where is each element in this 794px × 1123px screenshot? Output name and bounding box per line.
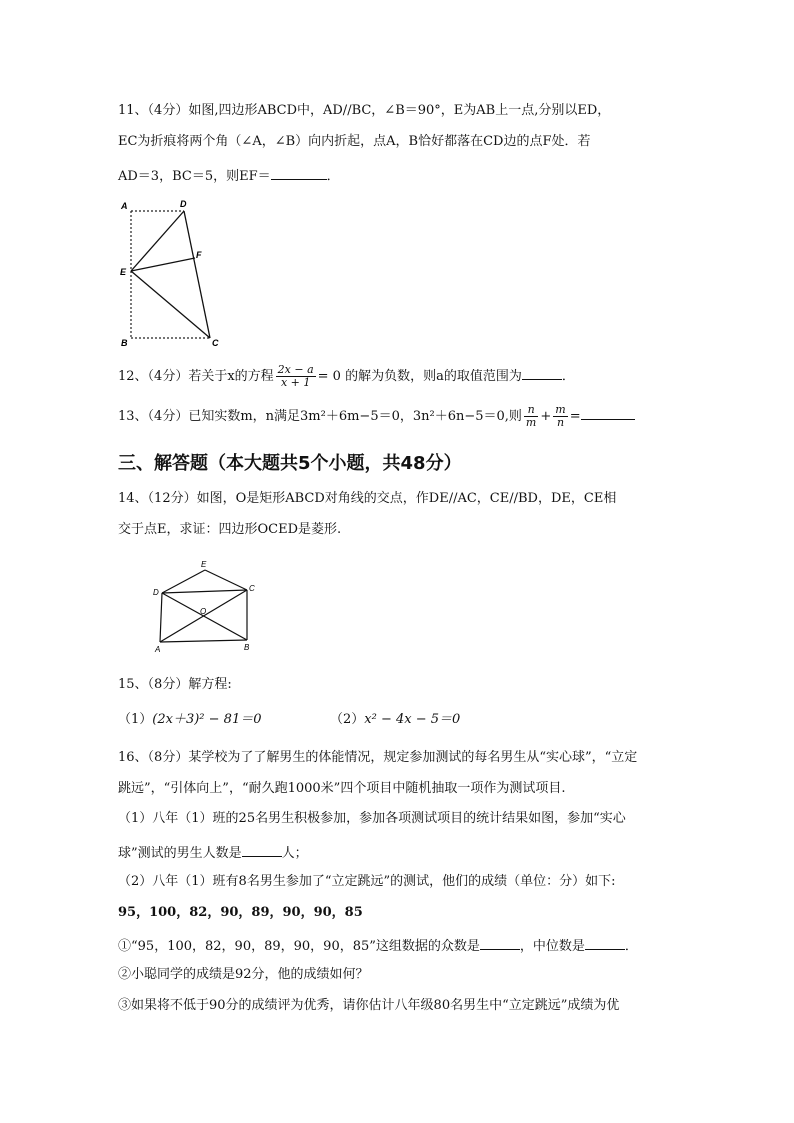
q11-line3 [118, 165, 340, 186]
label-e: E [201, 560, 207, 569]
label-f: F [196, 250, 202, 260]
q12-text-mid: = 0 的解为负数，则a的取值范围为 [317, 369, 522, 384]
q15-p2-label: （2） [330, 712, 365, 727]
q15-p1-equation: (2x＋3)² − 81＝0 [152, 712, 262, 727]
q13-fraction-2 [553, 404, 567, 429]
q12-fraction [276, 364, 316, 389]
q11-line3-text: AD＝3，BC＝5，则EF＝ [118, 169, 271, 184]
ec-line [205, 570, 247, 590]
q12-text-end: ． [561, 369, 575, 384]
q16-line7-end: ． [624, 939, 638, 954]
label-b: B [121, 338, 128, 348]
q16-line6 [118, 904, 363, 922]
q16-count-blank[interactable] [242, 842, 282, 857]
q12-text: 12、（4分）若关于x的方程 [118, 369, 274, 384]
q16-line4-end: 人； [281, 846, 308, 861]
q12-denominator: x + 1 [280, 376, 311, 389]
label-d: D [153, 588, 159, 597]
dc-line [162, 590, 247, 593]
q16-line9: ③如果将不低于90分的成绩评为优秀，请你估计八年级80名男生中“立定跳远”成绩为优 [118, 998, 620, 1013]
q14-line2: 交于点E，求证：四边形OCED是菱形. [118, 522, 342, 537]
label-a: A [121, 201, 128, 211]
q12-numerator: 2x − a [277, 363, 314, 376]
q16-line7-text: ①“95，100，82，90，89，90，90，85”这组数据的众数是 [118, 939, 480, 954]
q13-plus: + [540, 409, 552, 424]
label-e: E [120, 267, 127, 277]
q16-line4 [118, 842, 308, 863]
label-c: C [212, 338, 219, 348]
q13-line [118, 404, 635, 429]
q13-fraction-1 [524, 404, 538, 429]
q14-line1: 14、（12分）如图，O是矩形ABCD对角线的交点，作DE//AC，CE//BD，DE，CE相 [118, 491, 617, 506]
q13-answer-blank[interactable] [581, 405, 635, 420]
q16-line1: 16、（8分）某学校为了了解男生的体能情况，规定参加测试的每名男生从“实心球”，“立定 [118, 750, 638, 765]
q15-title: 15、（8分）解方程: [118, 677, 232, 692]
q16-line4-text: 球”测试的男生人数是 [118, 846, 242, 861]
de-line [162, 570, 205, 593]
label-o: O [200, 607, 207, 616]
q13-f1-den: m [525, 416, 537, 429]
label-c: C [249, 584, 255, 593]
q11-line2: EC为折痕将两个角（∠A，∠B）向内折起，点A，B恰好都落在CD边的点F处．若 [118, 134, 591, 149]
q16-median-blank[interactable] [585, 935, 625, 950]
q15-part2 [330, 711, 460, 729]
q16-mode-blank[interactable] [480, 935, 520, 950]
q15-p1-label: （1） [118, 712, 153, 727]
q15-p2-equation: x² − 4x − 5＝0 [364, 712, 461, 727]
q16-line8: ②小聪同学的成绩是92分，他的成绩如何？ [118, 967, 369, 982]
q16-line7-mid: ，中位数是 [519, 939, 585, 954]
q16-line3: （1）八年（1）班的25名男生积极参加，参加各项测试项目的统计结果如图，参加“实心 [118, 811, 626, 826]
q16-line7 [118, 935, 638, 956]
label-d: D [180, 199, 187, 209]
q11-line3-end: ． [326, 169, 340, 184]
section-title: 三、解答题（本大题共5个小题，共48分） [118, 453, 462, 474]
da-line [160, 593, 162, 642]
q12-answer-blank[interactable] [522, 365, 562, 380]
q15-part1 [118, 711, 261, 729]
q13-f2-num: m [555, 403, 566, 416]
q16-line2: 跳远”，“引体向上”，“耐久跑1000米”四个项目中随机抽取一项作为测试项目. [118, 781, 566, 796]
q13-f1-num: n [524, 404, 538, 417]
label-b: B [244, 643, 250, 652]
q14-figure [150, 558, 265, 658]
q12-line [118, 364, 575, 389]
q13-text: 13、（4分）已知实数m，n满足3m²＋6m−5＝0，3n²＋6n−5＝0,则 [118, 409, 522, 424]
q11-figure [112, 196, 227, 351]
label-a: A [155, 645, 161, 654]
ab-line [160, 640, 247, 642]
q13-f2-den: n [556, 416, 565, 429]
q13-eq: = [569, 409, 581, 424]
q16-scores: 95，100，82，90，89，90，90，85 [118, 905, 363, 920]
q11-line1: 11、（4分）如图,四边形ABCD中，AD//BC，∠B＝90°，E为AB上一点,分别以ED， [118, 103, 611, 118]
q16-line5: （2）八年（1）班有8名男生参加了“立定跳远”的测试，他们的成绩（单位：分）如下: [118, 874, 616, 889]
q11-answer-blank[interactable] [271, 165, 327, 180]
